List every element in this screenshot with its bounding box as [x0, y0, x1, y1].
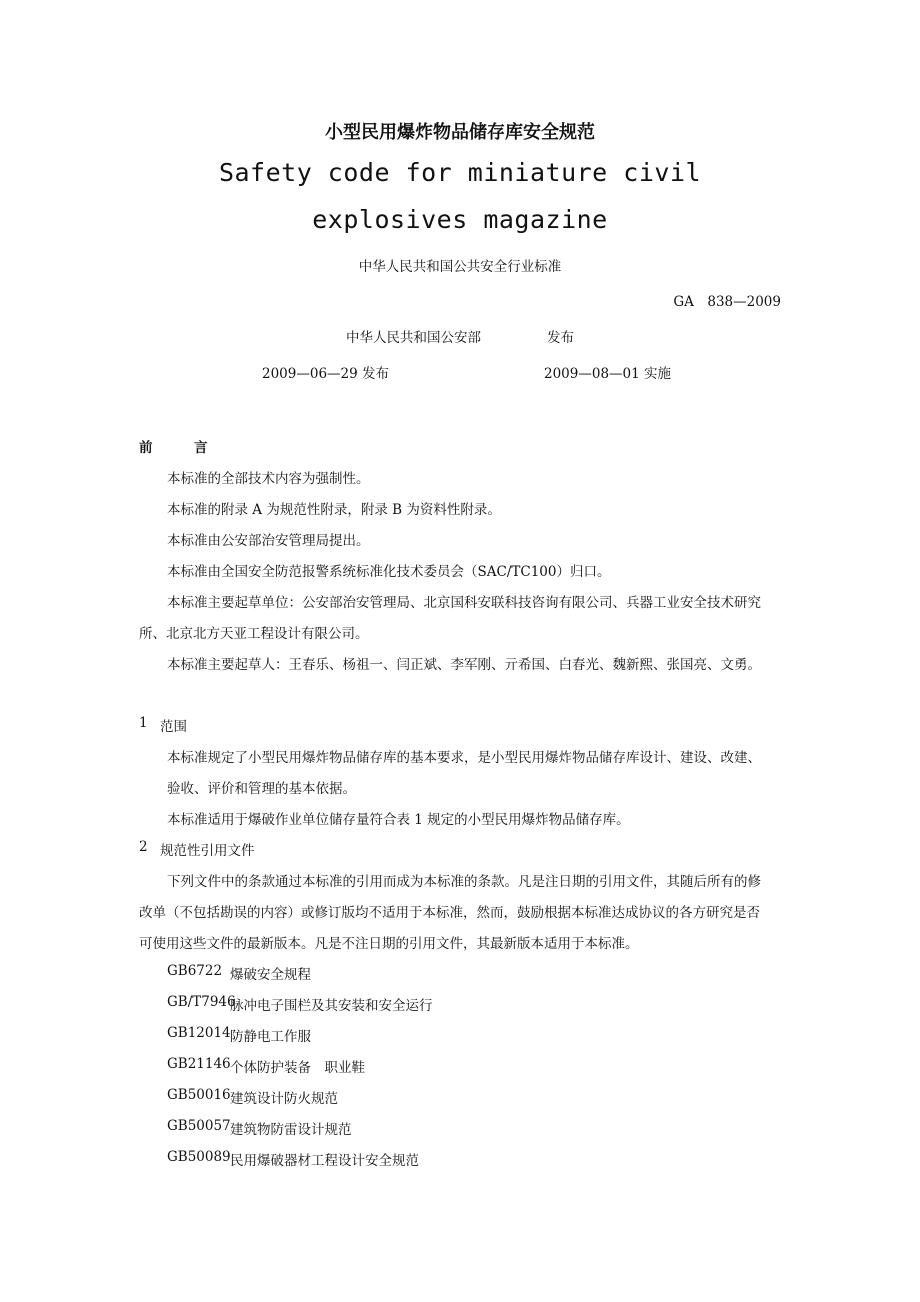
ref-name: 个体防护装备 职业鞋 — [230, 1060, 365, 1076]
section-1-number: 1 — [139, 715, 148, 731]
publish-date: 2009—06—29 发布 — [262, 366, 390, 382]
section-2-paragraph-cont: 改单（不包括勘误的内容）或修订版均不适用于本标准，然而，鼓励根据本标准达成协议的各方研究是否 — [139, 905, 760, 921]
ref-name: 民用爆破器材工程设计安全规范 — [230, 1153, 419, 1169]
section-1-paragraph-cont: 验收、评价和管理的基本依据。 — [167, 781, 356, 797]
standard-code: GA 838—2009 — [673, 294, 781, 310]
section-1-title: 范围 — [160, 719, 187, 735]
issuer: 中华人民共和国公安部 — [346, 330, 481, 346]
section-1-paragraph: 本标准规定了小型民用爆炸物品储存库的基本要求，是小型民用爆炸物品储存库设计、建设、改建、 — [167, 750, 761, 766]
ref-code: GB12014 — [167, 1025, 231, 1041]
foreword-heading-a: 前 — [139, 440, 153, 456]
ref-code: GB50057 — [167, 1118, 231, 1134]
section-2-title: 规范性引用文件 — [160, 843, 255, 859]
ref-name: 建筑物防雷设计规范 — [230, 1122, 352, 1138]
section-2-paragraph-cont: 可使用这些文件的最新版本。凡是不注日期的引用文件，其最新版本适用于本标准。 — [139, 936, 639, 952]
ref-name: 爆破安全规程 — [230, 967, 311, 983]
ref-name: 脉冲电子围栏及其安装和安全运行 — [230, 998, 433, 1014]
standard-type: 中华人民共和国公共安全行业标准 — [358, 259, 562, 275]
ref-code: GB50016 — [167, 1087, 231, 1103]
foreword-paragraph: 本标准主要起草人：王春乐、杨祖一、闫正斌、李军刚、亓希国、白春光、魏新熙、张国亮、文勇。 — [167, 657, 761, 673]
section-1-paragraph: 本标准适用于爆破作业单位储存量符合表 1 规定的小型民用爆炸物品储存库。 — [167, 812, 630, 828]
foreword-paragraph: 本标准由全国安全防范报警系统标准化技术委员会（SAC/TC100）归口。 — [167, 564, 611, 580]
foreword-paragraph-cont: 所、北京北方天亚工程设计有限公司。 — [139, 626, 369, 642]
effective-date: 2009—08—01 实施 — [544, 366, 672, 382]
ref-name: 防静电工作服 — [230, 1029, 311, 1045]
document-title-en-line1: Safety code for miniature civil — [218, 158, 702, 187]
document-title-en-line2: explosives magazine — [312, 205, 608, 234]
ref-code: GB50089 — [167, 1149, 231, 1165]
foreword-paragraph: 本标准主要起草单位：公安部治安管理局、北京国科安联科技咨询有限公司、兵器工业安全技术研究 — [167, 595, 761, 611]
ref-name: 建筑设计防火规范 — [230, 1091, 338, 1107]
foreword-paragraph: 本标准的附录 A 为规范性附录，附录 B 为资料性附录。 — [167, 502, 501, 518]
foreword-paragraph: 本标准的全部技术内容为强制性。 — [167, 471, 370, 487]
foreword-paragraph: 本标准由公安部治安管理局提出。 — [167, 533, 370, 549]
ref-code: GB/T7946 — [167, 994, 236, 1010]
section-2-number: 2 — [139, 839, 148, 855]
ref-code: GB21146 — [167, 1056, 231, 1072]
section-2-paragraph: 下列文件中的条款通过本标准的引用而成为本标准的条款。凡是注日期的引用文件，其随后所有的修 — [167, 874, 761, 890]
issuer-action: 发布 — [547, 330, 574, 346]
foreword-heading-b: 言 — [194, 440, 208, 456]
ref-code: GB6722 — [167, 963, 223, 979]
document-title-cn: 小型民用爆炸物品储存库安全规范 — [325, 122, 595, 143]
